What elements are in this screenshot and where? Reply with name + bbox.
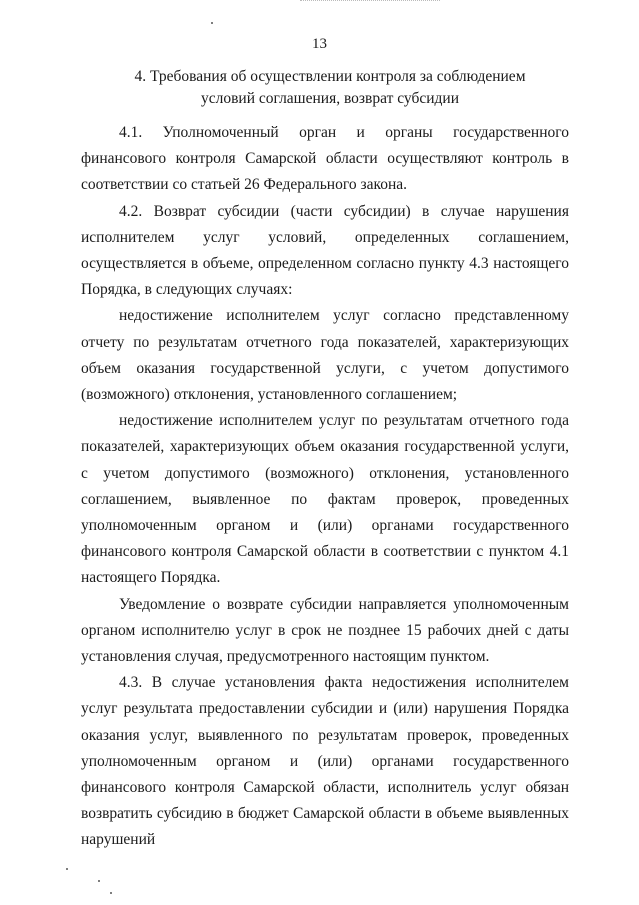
paragraph-4-1: 4.1. Уполномоченный орган и органы государственного финансового контроля Самарской области осуществляют контроль в соответствии со статьей 26 Федерального закона.	[81, 124, 569, 194]
paragraph-case-1: недостижение исполнителем услуг согласно представленному отчету по результатам отчетного года показателей, характеризующих объем оказания государственной услуги, с учетом допустимого (возможного) отклонения, установленного соглашением;	[81, 307, 569, 404]
scan-speck	[66, 868, 68, 870]
paragraph-notification: Уведомление о возврате субсидии направляется уполномоченным органом исполнителю услуг в срок не позднее 15 рабочих дней с даты установления случая, предусмотренного настоящим пунктом.	[81, 595, 569, 666]
section-heading	[100, 66, 560, 110]
section-heading-line-2: условий соглашения, возврат субсидии	[200, 90, 460, 107]
scan-speck	[211, 22, 213, 24]
scan-speck	[110, 892, 112, 894]
scan-speck	[98, 880, 100, 882]
page-number: 13	[312, 36, 327, 52]
paragraph-case-2: недостижение исполнителем услуг по результатам отчетного года показателей, характеризующих объем оказания государственной услуги, с учетом допустимого (возможного) отклонения, установленного соглашением, выявленное по фактам проверок, проведенных уполномоченным органом и (или) органами государственного финансового контроля Самарской области в соответствии с пунктом 4.1 настоящего Порядка.	[81, 412, 569, 587]
paragraph-4-3: 4.3. В случае установления факта недостижения исполнителем услуг результата предоставлении субсидии и (или) нарушения Порядка оказания услуг, выявленного по результатам проверок, проведенных уполномоченным органом и (или) органами государственного финансового контроля Самарской области, исполнитель услуг обязан возвратить субсидию в бюджет Самарской области в объеме выявленных нарушений	[81, 674, 569, 849]
section-heading-line-1: 4. Требования об осуществлении контроля за соблюдением	[134, 68, 526, 85]
scan-edge-mark	[300, 0, 440, 3]
paragraph-4-2: 4.2. Возврат субсидии (части субсидии) в случае нарушения исполнителем услуг условий, определенных соглашением, осуществляется в объеме, определенном согласно пункту 4.3 настоящего Порядка, в следующих случаях:	[81, 202, 569, 299]
document-body	[81, 120, 569, 854]
